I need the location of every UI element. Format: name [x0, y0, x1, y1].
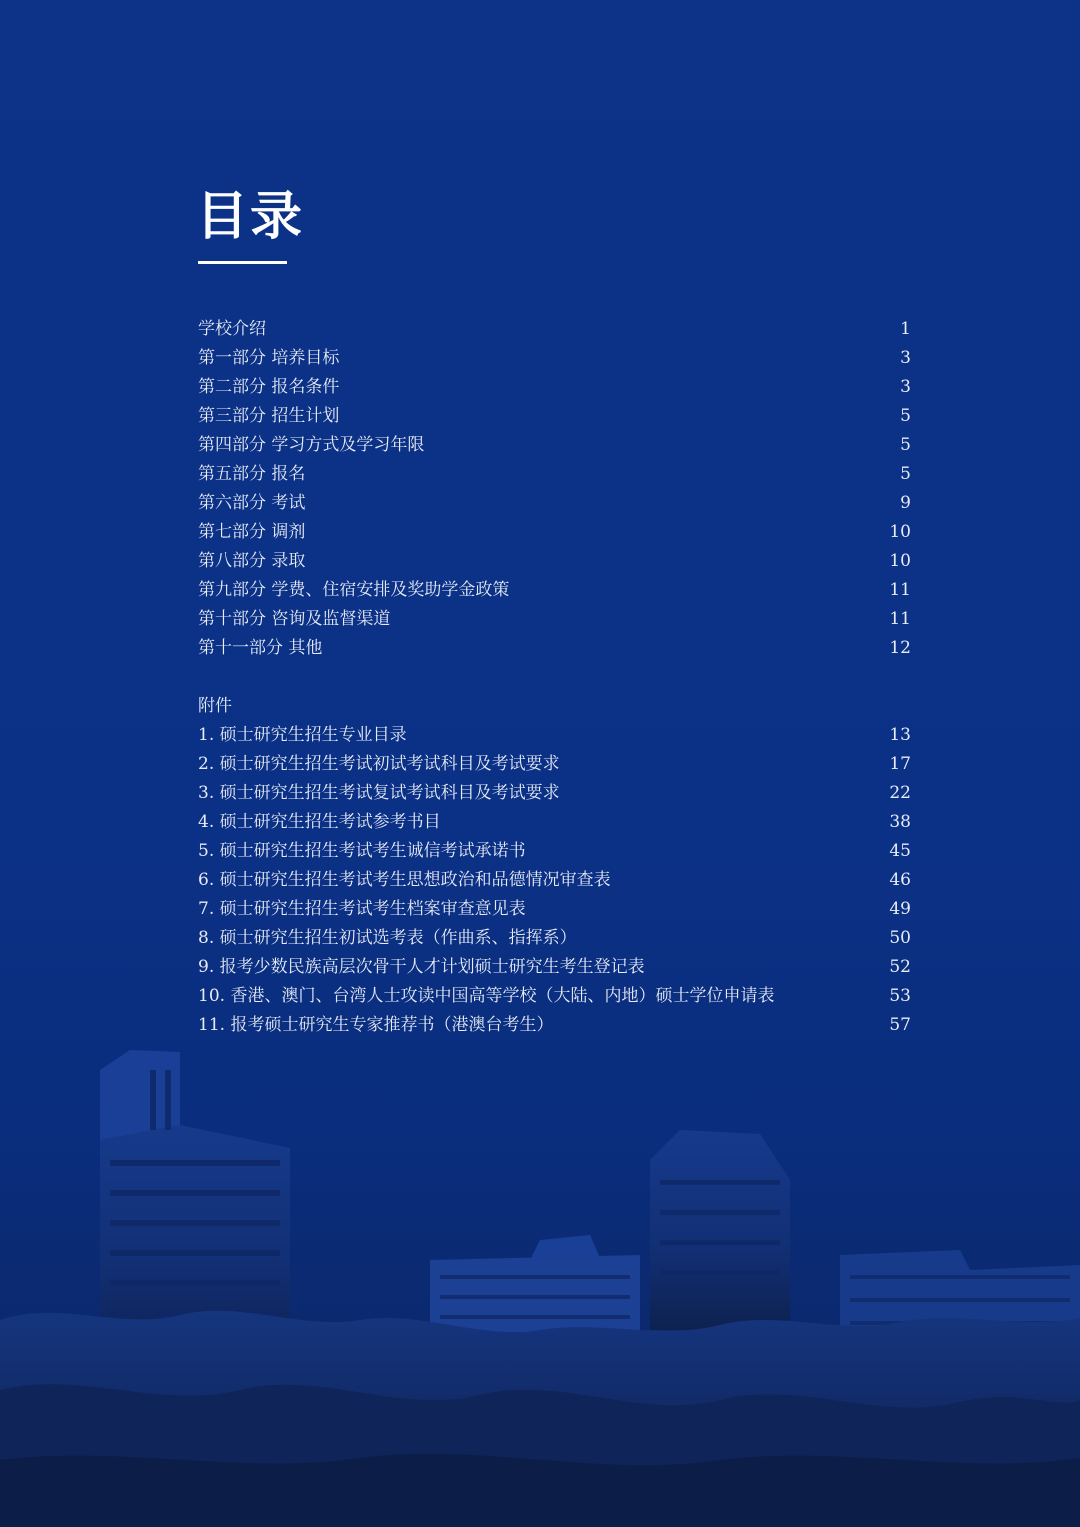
attachment-label: 9. 报考少数民族高层次骨干人才计划硕士研究生考生登记表	[198, 957, 645, 977]
toc-label: 第四部分 学习方式及学习年限	[198, 435, 425, 455]
attachment-page-number: 17	[889, 754, 911, 774]
attachment-page-number: 49	[889, 899, 911, 919]
toc-label: 第一部分 培养目标	[198, 348, 340, 368]
toc-page-number: 5	[900, 464, 911, 484]
toc-row[interactable]	[198, 315, 913, 344]
toc-row[interactable]	[198, 547, 913, 576]
campus-skyline-illustration	[0, 1030, 1080, 1527]
toc-label: 第十一部分 其他	[198, 638, 323, 658]
toc-label: 第七部分 调剂	[198, 522, 306, 542]
toc-label: 第八部分 录取	[198, 551, 306, 571]
attachment-page-number: 52	[889, 957, 911, 977]
toc-page-number: 12	[889, 638, 911, 658]
attachment-page-number: 38	[889, 812, 911, 832]
page-title: 目录	[196, 186, 305, 247]
attachment-row[interactable]	[198, 866, 913, 895]
contents-list	[198, 315, 913, 663]
attachment-row[interactable]	[198, 895, 913, 924]
toc-label: 第六部分 考试	[198, 493, 306, 513]
toc-page-number: 10	[889, 551, 911, 571]
attachment-label: 3. 硕士研究生招生考试复试考试科目及考试要求	[198, 783, 560, 803]
toc-row[interactable]	[198, 431, 913, 460]
attachment-page-number: 53	[889, 986, 911, 1006]
hillside-trees	[0, 1311, 1080, 1527]
attachment-page-number: 50	[889, 928, 911, 948]
attachment-row[interactable]	[198, 837, 913, 866]
attachments-heading: 附件	[198, 696, 232, 716]
toc-label: 第五部分 报名	[198, 464, 306, 484]
toc-page-number: 11	[889, 580, 911, 600]
attachment-page-number: 57	[889, 1015, 911, 1035]
attachment-page-number: 22	[889, 783, 911, 803]
toc-label: 第十部分 咨询及监督渠道	[198, 609, 391, 629]
tall-building-right	[650, 1130, 790, 1330]
attachment-row[interactable]	[198, 750, 913, 779]
attachment-page-number: 46	[889, 870, 911, 890]
attachment-page-number: 45	[889, 841, 911, 861]
attachment-label: 11. 报考硕士研究生专家推荐书（港澳台考生）	[198, 1015, 554, 1035]
toc-row[interactable]	[198, 402, 913, 431]
attachment-row[interactable]	[198, 721, 913, 750]
toc-row[interactable]	[198, 605, 913, 634]
toc-label: 第九部分 学费、住宿安排及奖助学金政策	[198, 580, 510, 600]
attachment-label: 6. 硕士研究生招生考试考生思想政治和品德情况审查表	[198, 870, 611, 890]
attachment-row[interactable]	[198, 924, 913, 953]
title-underline	[198, 261, 287, 264]
toc-page-number: 10	[889, 522, 911, 542]
attachment-label: 2. 硕士研究生招生考试初试考试科目及考试要求	[198, 754, 560, 774]
attachment-label: 5. 硕士研究生招生考试考生诚信考试承诺书	[198, 841, 526, 861]
attachment-row[interactable]	[198, 779, 913, 808]
toc-row[interactable]	[198, 373, 913, 402]
toc-label: 第二部分 报名条件	[198, 377, 340, 397]
toc-label: 第三部分 招生计划	[198, 406, 340, 426]
toc-row[interactable]	[198, 344, 913, 373]
toc-row[interactable]	[198, 518, 913, 547]
toc-row[interactable]	[198, 489, 913, 518]
toc-page-number: 5	[900, 406, 911, 426]
toc-page-number: 1	[900, 319, 911, 339]
attachment-label: 10. 香港、澳门、台湾人士攻读中国高等学校（大陆、内地）硕士学位申请表	[198, 986, 775, 1006]
toc-page-number: 5	[900, 435, 911, 455]
toc-row[interactable]	[198, 576, 913, 605]
toc-label: 学校介绍	[198, 319, 266, 339]
attachment-label: 4. 硕士研究生招生考试参考书目	[198, 812, 441, 832]
toc-row[interactable]	[198, 460, 913, 489]
attachment-label: 7. 硕士研究生招生考试考生档案审查意见表	[198, 899, 526, 919]
attachment-label: 1. 硕士研究生招生专业目录	[198, 725, 407, 745]
attachment-row[interactable]	[198, 808, 913, 837]
attachment-label: 8. 硕士研究生招生初试选考表（作曲系、指挥系）	[198, 928, 577, 948]
toc-page-number: 3	[900, 377, 911, 397]
attachment-page-number: 13	[889, 725, 911, 745]
attachments-list	[198, 692, 913, 1040]
toc-page-number: 3	[900, 348, 911, 368]
toc-row[interactable]	[198, 634, 913, 663]
attachment-row[interactable]	[198, 982, 913, 1011]
attachment-row[interactable]	[198, 953, 913, 982]
toc-page-number: 9	[900, 493, 911, 513]
toc-page-number: 11	[889, 609, 911, 629]
